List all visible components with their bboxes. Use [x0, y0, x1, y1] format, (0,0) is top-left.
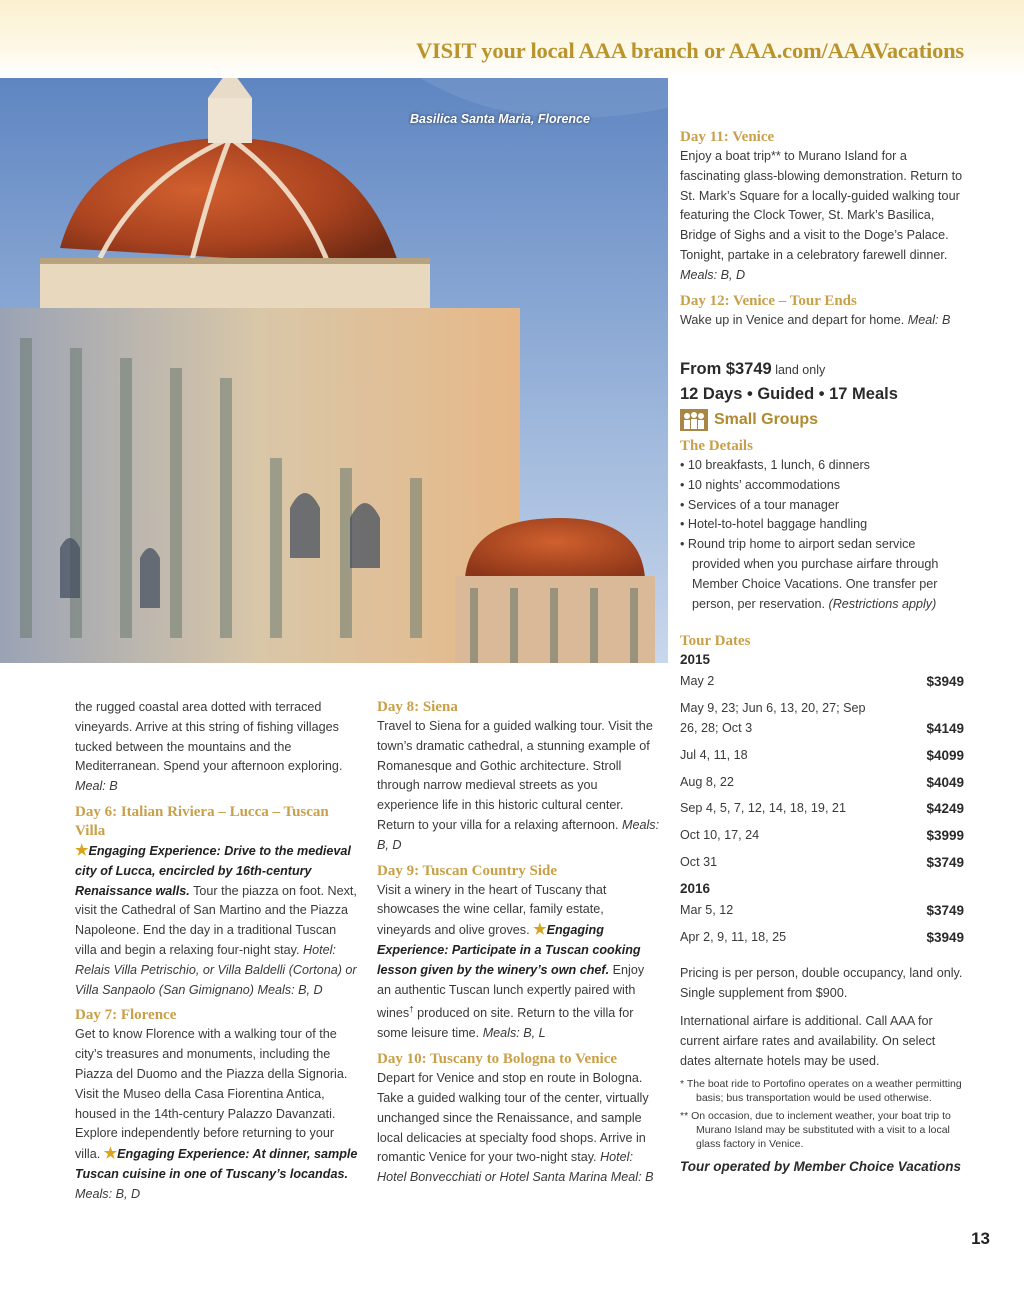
- day9-heading: Day 9: Tuscan Country Side: [377, 862, 558, 879]
- pricing-note: Pricing is per person, double occupancy, land only. Single supplement from $900.: [680, 966, 963, 1001]
- day11-heading: Day 11: Venice: [680, 129, 775, 145]
- table-row: Jul 4, 11, 18 $4099: [680, 747, 964, 763]
- footnote-portofino: * The boat ride to Portofino operates on a weather permitting basis; bus transportation would be used otherwise.: [680, 1078, 962, 1105]
- year-2015: 2015: [680, 652, 711, 668]
- star-icon: ★: [75, 841, 89, 859]
- day7-text: Get to know Florence with a walking tour of the city’s treasures and monuments, including the Piazza del Duomo and the Piazza della Signoria. Visit the Museo della Casa Fiorentina Antica, housed in the 14th-century Palazzo Davanzati. Explore independently before returning to your villa. ★Engaging Experience: At dinner, sample Tuscan cuisine in one of Tuscany’s locandas. Meals: B, D: [75, 1027, 358, 1201]
- day12-heading: Day 12: Venice – Tour Ends: [680, 292, 857, 309]
- dates-2016-table: [680, 897, 964, 951]
- tour-operator: Tour operated by Member Choice Vacations: [680, 1159, 962, 1175]
- list-item: • Services of a tour manager: [680, 496, 964, 516]
- intro-text: the rugged coastal area dotted with terraced vineyards. Arrive at this string of fishing villages tucked between the mountains and the Mediterranean. Spend your afternoon exploring. Meal: B: [75, 700, 343, 794]
- details-list: [680, 456, 964, 614]
- table-row: Oct 10, 17, 24 $3999: [680, 828, 964, 844]
- day6-heading: Day 6: Italian Riviera – Lucca – Tuscan Villa: [75, 803, 329, 839]
- day12-text: Wake up in Venice and depart for home. Meal: B: [680, 312, 951, 327]
- page-number: 13: [971, 1229, 990, 1248]
- price-block: [680, 360, 964, 381]
- details-heading: The Details: [680, 437, 753, 454]
- photo-caption: Basilica Santa Maria, Florence: [410, 112, 590, 126]
- day9-text: Visit a winery in the heart of Tuscany that showcases the wine cellar, family estate, vineyards and olive groves. ★Engaging Experience: Participate in a Tuscan cooking lesson given by the winery’s own chef. Enjoy an authentic Tuscan lunch expertly paired with wines† produced on site. Return to the villa for some leisure time. Meals: B, L: [377, 882, 645, 1041]
- day10-heading: Day 10: Tuscany to Bologna to Venice: [377, 1051, 618, 1068]
- dates-2015-table: [680, 668, 964, 875]
- day8-heading: Day 8: Siena: [377, 699, 458, 715]
- airfare-note: International airfare is additional. Call AAA for current airfare rates and availability. On select dates alternate hotels may be used.: [680, 1013, 936, 1068]
- footnote-murano: ** On occasion, due to inclement weather, your boat trip to Murano Island may be substituted with a visit to a local glass factory in Venice.: [680, 1110, 951, 1151]
- list-item: • Round trip home to airport sedan service provided when you purchase airfare through Member Choice Vacations. One transfer per person, per reservation. (Restrictions apply): [680, 535, 964, 614]
- day6-text: ★Engaging Experience: Drive to the medieval city of Lucca, encircled by 16th-century Renaissance walls. Tour the piazza on foot. Next, visit the Cathedral of San Martino and the Piazza Napoleone. End the day in a traditional Tuscan villa and begin a relaxing four-night stay. Hotel: Relais Villa Petrischio, or Villa Baldelli (Cortona) or Villa Sanpaolo (San Gimignano) Meals: B, D: [75, 841, 357, 997]
- hero-photo: [0, 78, 668, 663]
- column-left: [75, 698, 358, 1205]
- small-groups-badge: [680, 409, 964, 431]
- header-link-text[interactable]: VISIT your local AAA branch or AAA.com/AAAVacations: [415, 38, 964, 63]
- list-item: • Hotel-to-hotel baggage handling: [680, 515, 964, 535]
- group-people-icon: [680, 409, 708, 431]
- list-item: • 10 nights’ accommodations: [680, 476, 964, 496]
- table-row: Apr 2, 9, 11, 18, 25 $3949: [680, 929, 964, 945]
- column-right: [680, 128, 964, 1177]
- star-icon: ★: [533, 921, 547, 939]
- table-row: Oct 31 $3749: [680, 854, 964, 870]
- florence-duomo-illustration: [0, 78, 668, 663]
- small-groups-label: Small Groups: [714, 411, 819, 429]
- day7-heading: Day 7: Florence: [75, 1007, 177, 1024]
- star-icon: ★: [103, 1145, 118, 1163]
- tour-dates-heading: Tour Dates: [680, 633, 751, 650]
- day8-text: Travel to Siena for a guided walking tour. Visit the town’s dramatic cathedral, a stunning example of Romanesque and Gothic architecture. Stroll through narrow medieval streets as you experience life in this historic cultural center. Return to your villa for a relaxing afternoon. Meals: B, D: [377, 719, 660, 852]
- day11-text: Enjoy a boat trip** to Murano Island for a fascinating glass-blowing demonstration. Return to St. Mark’s Square for a locally-guided walking tour featuring the Clock Tower, St. Mark’s Basilica, Bridge of Sighs and a visit to the Doge’s Palace. Tonight, partake in a celebratory farewell dinner. Meals: B, D: [680, 149, 963, 282]
- table-row: Aug 8, 22 $4049: [680, 774, 964, 790]
- tour-summary: 12 Days • Guided • 17 Meals: [680, 385, 898, 404]
- day10-text: Depart for Venice and stop en route in Bologna. Take a guided walking tour of the center, virtually unchanged since the Renaissance, and sample local delicacies at specialty food shops. Arrive in romantic Venice for your two-night stay. Hotel: Hotel Bonvecchiati or Hotel Santa Marina Meal: B: [377, 1071, 654, 1185]
- table-row: Sep 4, 5, 7, 12, 14, 18, 19, 21 $4249: [680, 801, 964, 817]
- table-row: May 2 $3949: [680, 674, 964, 690]
- list-item: • 10 breakfasts, 1 lunch, 6 dinners: [680, 456, 964, 476]
- year-2016: 2016: [680, 880, 711, 896]
- price-from: From $3749: [680, 360, 772, 379]
- page-header: [0, 0, 1024, 78]
- price-note: land only: [771, 363, 826, 378]
- table-row: Mar 5, 12 $3749: [680, 902, 964, 918]
- column-middle: [377, 698, 661, 1188]
- table-row: May 9, 23; Jun 6, 13, 20, 27; Sep 26, 28; Oct 3 $4149: [680, 701, 964, 736]
